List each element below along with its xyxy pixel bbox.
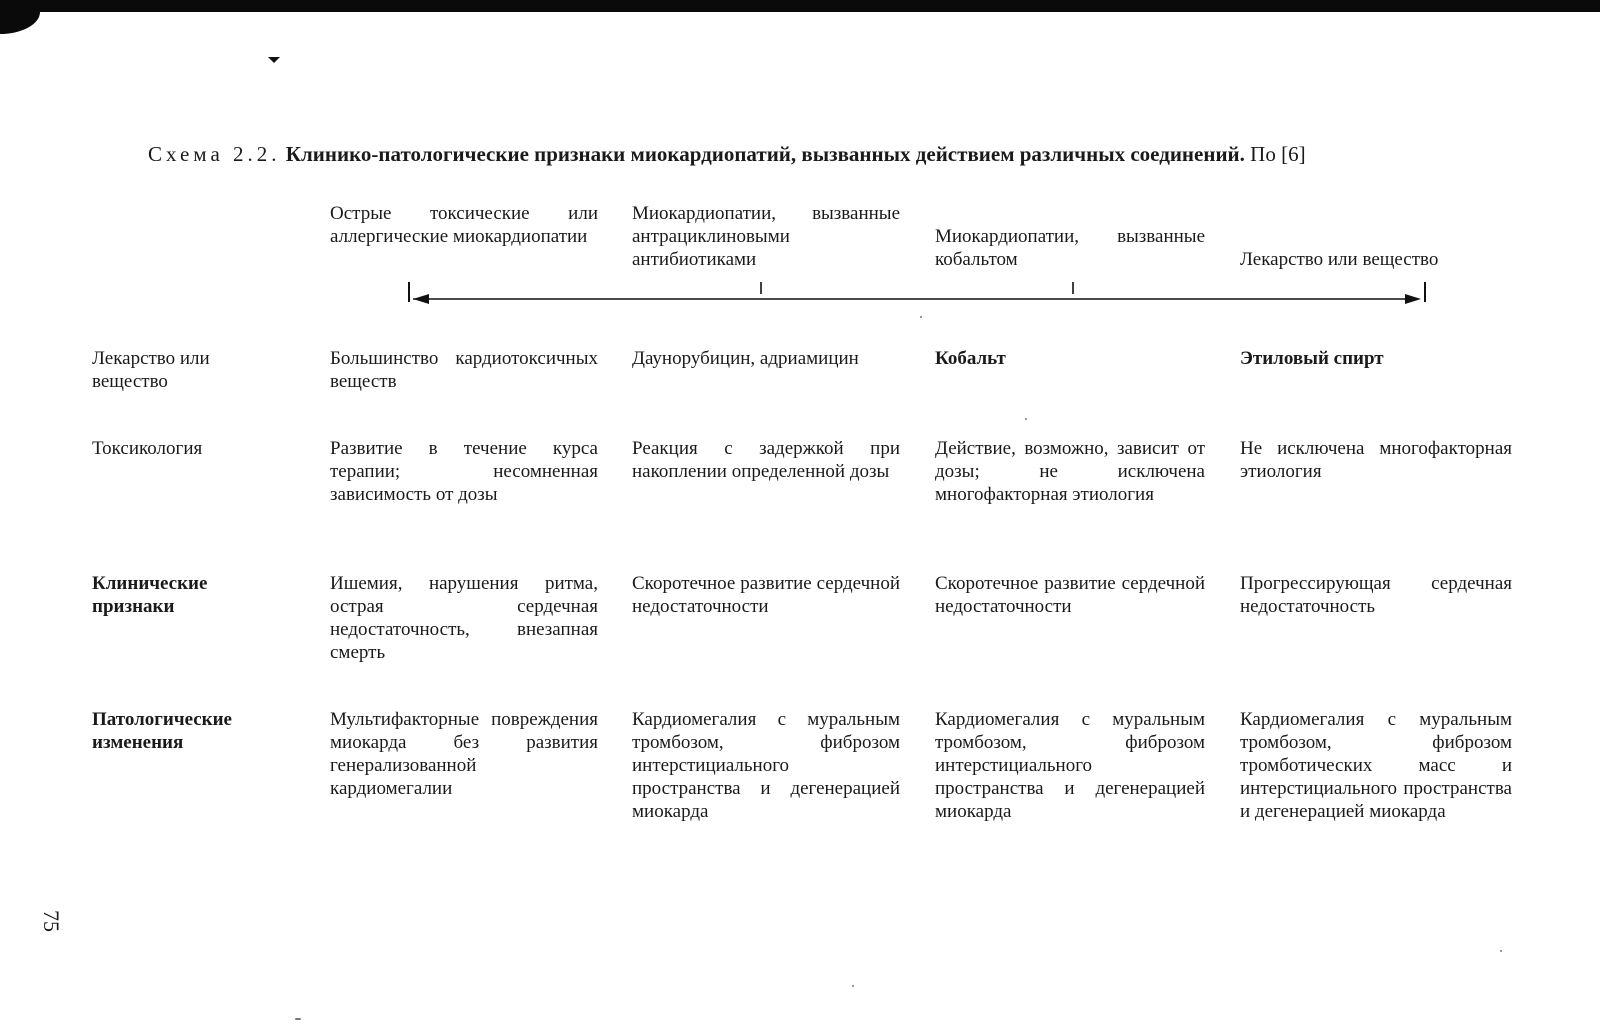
scan-speck: [295, 1018, 301, 1020]
spectrum-header-substance: Лекарство или вещество: [1240, 249, 1439, 270]
row-label-toxicology: Токсикология: [92, 438, 203, 459]
spectrum-axis: [405, 282, 1490, 312]
axis-left-arrow-icon: [413, 294, 429, 304]
cell-pathology-anthracycline: Кардиомегалия с муральным тромбозом, фиброзом интерстициального пространства и дегенерацией миокарда: [632, 709, 900, 822]
cell-clinical-ethanol: Прогрессирующая сердечная недостаточность: [1240, 573, 1512, 617]
caption-title: Клинико-патологические признаки миокардиопатий, вызванных действием различных соединений.: [285, 142, 1245, 166]
cell-substance-ethanol: Этиловый спирт: [1240, 348, 1384, 369]
spectrum-header-anthracycline: Миокардиопатии, вызванные антрациклиновыми антибиотиками: [632, 203, 900, 270]
cell-clinical-acute: Ишемия, нарушения ритма, острая сердечная недостаточность, внезапная смерть: [330, 573, 598, 663]
scan-speck: [1500, 950, 1502, 952]
cell-toxicology-anthracycline: Реакция с задержкой при накоплении определенной дозы: [632, 438, 900, 482]
scan-speck: [852, 985, 854, 987]
cell-substance-acute: Большинство кардиотоксичных веществ: [330, 348, 598, 392]
cell-toxicology-ethanol: Не исключена многофакторная этиология: [1240, 438, 1512, 482]
spectrum-header-acute: Острые токсические или аллергические миокардиопатии: [330, 203, 598, 247]
cell-toxicology-acute: Развитие в течение курса терапии; несомненная зависимость от дозы: [330, 438, 598, 505]
row-label-substance: Лекарство или вещество: [92, 348, 210, 392]
page-number: 75: [39, 910, 64, 932]
scan-speck: [1025, 418, 1027, 420]
spectrum-header-cobalt: Миокардиопатии, вызванные кобальтом: [935, 226, 1205, 270]
cell-substance-cobalt: Кобальт: [935, 348, 1006, 369]
scheme-caption: [148, 142, 1568, 167]
cell-pathology-ethanol: Кардиомегалия с муральным тромбозом, фиброзом тромботических масс и интерстициального пространства и дегенерацией миокарда: [1240, 709, 1512, 822]
cell-clinical-cobalt: Скоротечное развитие сердечной недостаточности: [935, 573, 1205, 617]
cell-pathology-acute: Мультифакторные повреждения миокарда без развития генерализованной кардиомегалии: [330, 709, 598, 799]
cell-toxicology-cobalt: Действие, возможно, зависит от дозы; не исключена многофакторная этиология: [935, 438, 1205, 505]
caption-source: По [6]: [1250, 142, 1306, 166]
row-label-pathology: Патологические изменения: [92, 709, 232, 753]
axis-right-arrow-icon: [1405, 294, 1421, 304]
scan-speck-mark: [268, 57, 280, 63]
cell-clinical-anthracycline: Скоротечное развитие сердечной недостаточности: [632, 573, 900, 617]
scan-top-edge: [0, 0, 1600, 12]
cell-substance-anthracycline: Даунорубицин, адриамицин: [632, 348, 859, 369]
row-label-clinical: Клинические признаки: [92, 573, 208, 617]
scan-speck: [920, 316, 922, 318]
caption-prefix: Схема 2.2.: [148, 142, 281, 166]
scan-corner-mark: [0, 0, 40, 34]
cell-pathology-cobalt: Кардиомегалия с муральным тромбозом, фиброзом интерстициального пространства и дегенерацией миокарда: [935, 709, 1205, 822]
